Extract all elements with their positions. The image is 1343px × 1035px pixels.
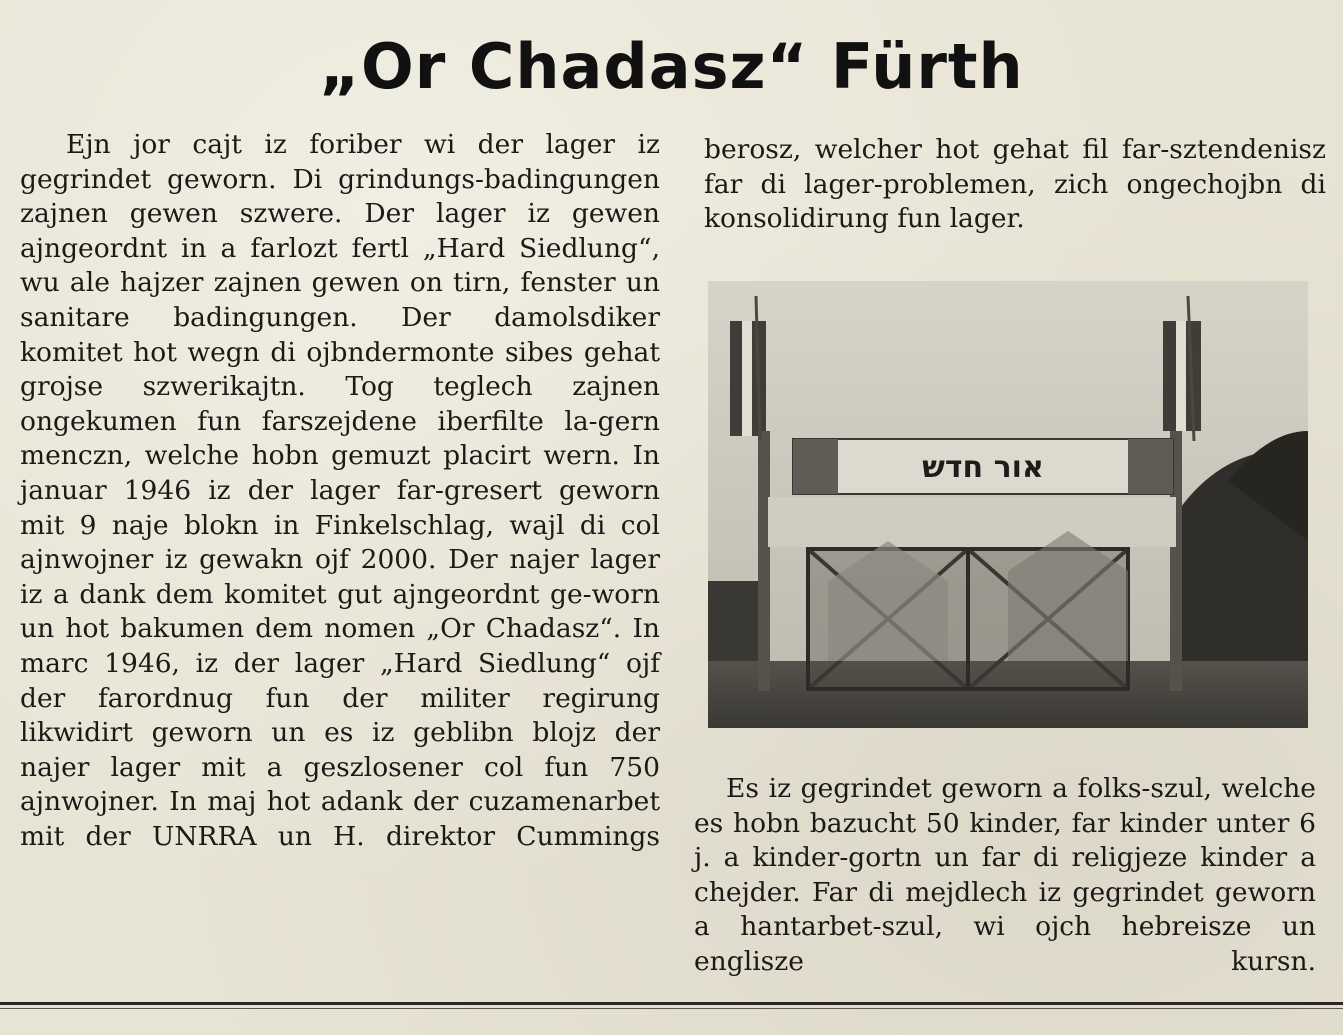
pole-left [758,431,770,691]
gate-beam [768,497,1176,547]
flag-left-stripe [742,321,752,436]
left-paragraph: Ejn jor cajt iz foriber wi der lager iz gegrindet geworn. Di grindungs-badingungen zajnen gewen szwere. Der lager iz gewen ajngeordnt in a farlozt fertl „Hard Siedlung“, wu ale hajzer zajnen gewen on tirn, fenster un sanitare badingungen. Der damolsdiker komitet hot wegn di ojbndermonte sibes gehat grojse szwerikajtn. Tog teglech zajnen ongekumen fun farszejdene iberfilte la-gern menczn, welche hobn gemuzt placirt wern. In januar 1946 iz der lager far-gresert geworn mit 9 naje blokn in Finkelschlag, wajl di col ajnwojner iz gewakn ojf 2000. Der najer lager iz a dank dem komitet gut ajngeordnt ge-worn un hot bakumen dem nomen „Or Chadasz“. In marc 1946, iz der lager „Hard Siedlung“ ojf der farordnug fun der militer regirung likwidirt geworn un es iz geblibn blojz der najer lager mit a geszlosener col fun 750 ajnwojner. In maj hot adank der cuzamenarbet mit der UNRRA un H. direktor Cummings [20,129,660,852]
bottom-rule-thin [0,1008,1343,1009]
banner-sign-text: אור חדש [922,450,1044,485]
camp-gate-image [708,281,1308,728]
banner-end-left [793,439,838,494]
article-headline: „Or Chadasz“ Fürth [319,30,1024,103]
right-bottom-paragraph: Es iz gegrindet geworn a folks-szul, welche es hobn bazucht 50 kinder, far kinder unter 6 j. a kinder-gortn un far di religjeze kinder a chejder. Far di mejdlech iz gegrindet geworn a hantarbet-szul, wi ojch hebreisze un englisze kursn. [694,773,1316,977]
right-top-paragraph: berosz, welcher hot gehat fil far-sztendenisz far di lager-problemen, zich ongechojbn di konsolidirung fun lager. [704,134,1326,235]
flag-right-stripe [1176,321,1186,431]
left-text-column [20,128,660,854]
banner-end-right [1128,439,1173,494]
bottom-rule [0,1002,1343,1005]
right-bottom-text-column [694,772,1316,980]
camp-gate-photo [708,281,1308,728]
right-top-text-column [704,133,1326,237]
